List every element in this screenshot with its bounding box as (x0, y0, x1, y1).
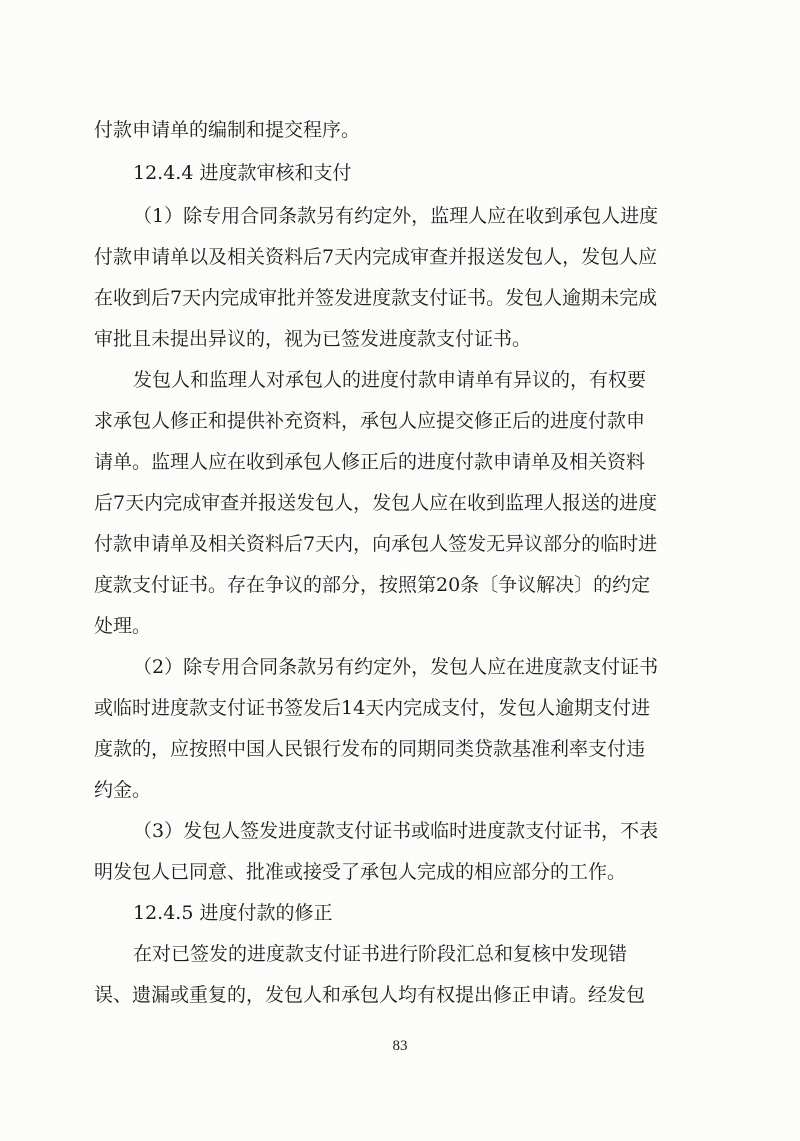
text-line: 或临时进度款支付证书签发后14天内完成支付，发包人逾期支付进 (94, 697, 651, 719)
text-line: 付款申请单的编制和提交程序。 (94, 119, 361, 141)
text-line: 度款支付证书。存在争议的部分，按照第20条〔争议解决〕的约定 (94, 574, 651, 596)
section-heading: 12.4.5 进度付款的修正 (133, 902, 333, 924)
text-line: （2）除专用合同条款另有约定外，发包人应在进度款支付证书 (133, 656, 659, 678)
text-line: 请单。监理人应在收到承包人修正后的进度付款申请单及相关资料 (94, 451, 646, 473)
text-line: （3）发包人签发进度款支付证书或临时进度款支付证书，不表 (133, 820, 659, 842)
text-line: 明发包人已同意、批准或接受了承包人完成的相应部分的工作。 (94, 861, 627, 883)
section-heading: 12.4.4 进度款审核和支付 (133, 162, 352, 184)
text-line: 约金。 (94, 779, 152, 801)
text-line: 度款的，应按照中国人民银行发布的同期同类贷款基准利率支付违 (94, 738, 646, 760)
text-line: 发包人和监理人对承包人的进度付款申请单有异议的，有权要 (133, 369, 647, 391)
page-number: 83 (392, 1038, 408, 1054)
text-line: 求承包人修正和提供补充资料，承包人应提交修正后的进度付款申 (94, 410, 646, 432)
text-line: 后7天内完成审查并报送发包人，发包人应在收到监理人报送的进度 (94, 492, 658, 514)
text-line: 付款申请单以及相关资料后7天内完成审查并报送发包人，发包人应 (94, 246, 658, 268)
text-line: 在收到后7天内完成审批并签发进度款支付证书。发包人逾期未完成 (94, 287, 658, 309)
text-line: 审批且未提出异议的，视为已签发进度款支付证书。 (94, 328, 532, 350)
text-line: 付款申请单及相关资料后7天内，向承包人签发无异议部分的临时进 (94, 533, 658, 555)
text-line: （1）除专用合同条款另有约定外，监理人应在收到承包人进度 (133, 205, 659, 227)
text-line: 处理。 (94, 615, 152, 637)
text-line: 在对已签发的进度款支付证书进行阶段汇总和复核中发现错 (133, 943, 628, 965)
text-line: 误、遗漏或重复的，发包人和承包人均有权提出修正申请。经发包 (94, 984, 646, 1006)
